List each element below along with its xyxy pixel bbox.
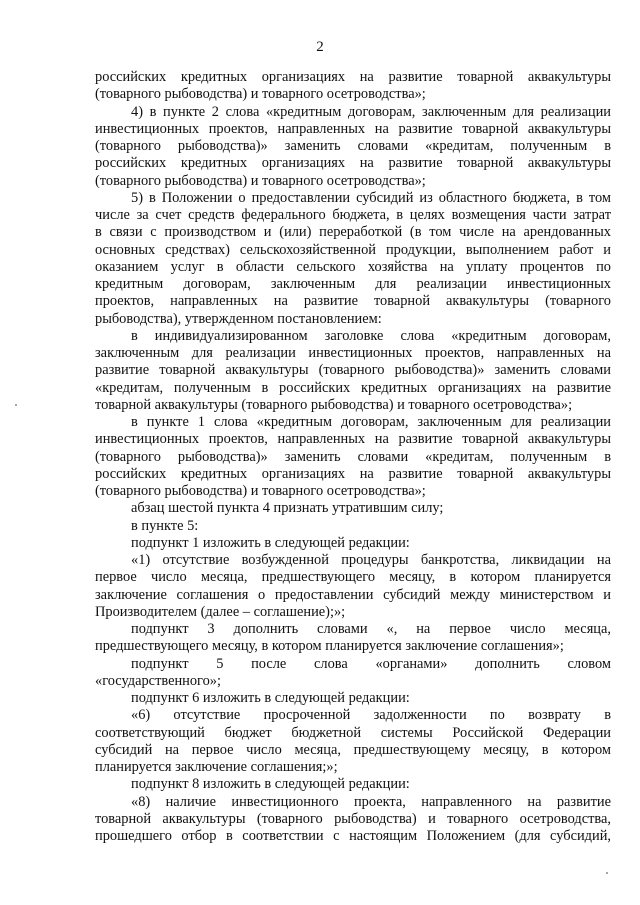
text-line: подпункт 3 дополнить словами «, на первое число месяца, <box>131 621 611 637</box>
text-line: (товарного рыбоводства)» заменить словами «кредитам, полученным в <box>95 448 611 465</box>
text-line: числе за счет средств федерального бюджета, в целях возмещения части затрат <box>95 207 611 223</box>
text-line: оказанием услуг в области сельского хозяйства на уплату процентов по <box>95 258 611 275</box>
text-line: субсидий на первое число месяца, предшествующему месяцу, в котором <box>95 741 611 758</box>
text-line: первое число месяца, предшествующего месяцу, в котором планируется <box>95 569 611 586</box>
text-line: Производителем (далее – соглашение);»; <box>95 603 346 620</box>
text-line: заключение соглашения о предоставлении субсидий между министерством и <box>95 586 611 603</box>
text-line: в связи с производством и (или) переработкой (в том числе на арендованных <box>95 224 611 241</box>
text-line: абзац шестой пункта 4 признать утратившим силу; <box>131 500 444 517</box>
scan-speck <box>15 404 17 406</box>
text-line: развитие товарной аквакультуры (товарного рыбоводства)» заменить словами <box>95 362 611 379</box>
scan-speck <box>606 872 608 874</box>
page-number: 2 <box>316 39 324 55</box>
text-line: подпункт 1 изложить в следующей редакции: <box>131 534 410 551</box>
document-body <box>95 69 611 845</box>
text-line: планируется заключение соглашения;»; <box>95 759 338 775</box>
text-line: товарной аквакультуры (товарного рыбоводства) и товарного осетроводства»; <box>95 396 573 413</box>
text-line: товарной аквакультуры (товарного рыбоводства) и товарного осетроводства, <box>95 810 611 827</box>
text-line: (товарного рыбоводства) и товарного осетроводства»; <box>95 172 426 189</box>
text-line: подпункт 8 изложить в следующей редакции: <box>131 776 410 793</box>
text-line: соответствующий бюджет бюджетной системы Российской Федерации <box>95 724 611 741</box>
text-line: основных средствах) сельскохозяйственной продукции, выполнением работ и <box>95 241 611 258</box>
text-line: подпункт 5 после слова «органами» дополнить словом <box>131 655 611 672</box>
text-line: подпункт 6 изложить в следующей редакции: <box>131 690 410 706</box>
text-line: российских кредитных организациях на развитие товарной аквакультуры <box>95 155 611 172</box>
text-line: в индивидуализированном заголовке слова «кредитным договорам, <box>131 327 611 344</box>
text-line: 5) в Положении о предоставлении субсидий из областного бюджета, в том <box>131 189 611 206</box>
text-line: «1) отсутствие возбужденной процедуры банкротства, ликвидации на <box>131 552 611 568</box>
text-line: (товарного рыбоводства)» заменить словами «кредитам, полученным в <box>95 138 611 154</box>
text-line: «кредитам, полученным в российских кредитных организациях на развитие <box>95 379 611 396</box>
text-line: проектов, направленных на развитие товарной аквакультуры (товарного <box>95 293 611 310</box>
text-line: прошедшего отбор в соответствии с настоящим Положением (для субсидий, <box>95 828 611 844</box>
text-line: предшествующего месяцу, в котором планируется заключение соглашения»; <box>95 638 564 655</box>
text-line: российских кредитных организациях на развитие товарной аквакультуры <box>95 69 611 85</box>
text-line: (товарного рыбоводства) и товарного осетроводства»; <box>95 86 426 103</box>
text-line: инвестиционных проектов, направленных на развитие товарной аквакультуры <box>95 120 611 137</box>
text-line: рыбоводства), утвержденном постановлением: <box>95 310 382 327</box>
text-line: инвестиционных проектов, направленных на развитие товарной аквакультуры <box>95 431 611 448</box>
text-line: «8) наличие инвестиционного проекта, направленного на развитие <box>131 793 611 810</box>
text-line: в пункте 1 слова «кредитным договорам, заключенным для реализации <box>131 414 611 430</box>
text-line: российских кредитных организациях на развитие товарной аквакультуры <box>95 465 611 482</box>
text-line: в пункте 5: <box>131 517 199 534</box>
text-line: 4) в пункте 2 слова «кредитным договорам, заключенным для реализации <box>131 103 611 120</box>
text-line: кредитным договорам, заключенным для реализации инвестиционных <box>95 276 611 292</box>
text-line: «6) отсутствие просроченной задолженности по возврату в <box>131 707 611 724</box>
text-line: (товарного рыбоводства) и товарного осетроводства»; <box>95 483 426 499</box>
text-line: «государственного»; <box>95 672 221 689</box>
text-line: заключенным для реализации инвестиционных проектов, направленных на <box>95 345 611 361</box>
